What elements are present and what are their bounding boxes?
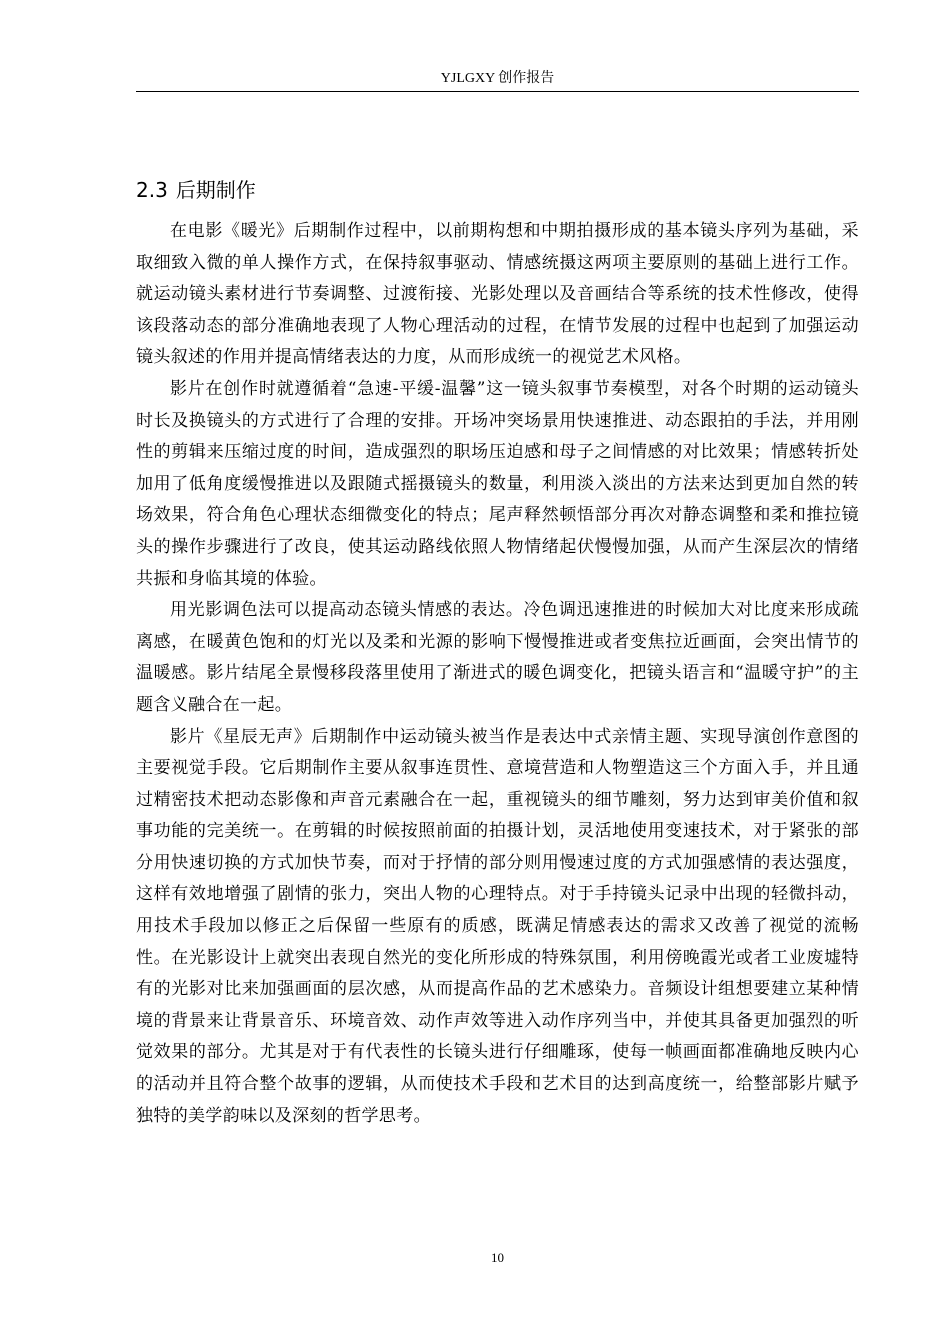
paragraph-4: 影片《星辰无声》后期制作中运动镜头被当作是表达中式亲情主题、实现导演创作意图的主要视觉手段。它后期制作主要从叙事连贯性、意境营造和人物塑造这三个方面入手，并且通过精密技术把动态影像和声音元素融合在一起，重视镜头的细节雕刻，努力达到审美价值和叙事功能的完美统一。在剪辑的时候按照前面的拍摄计划，灵活地使用变速技术，对于紧张的部分用快速切换的方式加快节奏，而对于抒情的部分则用慢速过度的方式加强感情的表达强度，这样有效地增强了剧情的张力，突出人物的心理特点。对于手持镜头记录中出现的轻微抖动，用技术手段加以修正之后保留一些原有的质感，既满足情感表达的需求又改善了视觉的流畅性。在光影设计上就突出表现自然光的变化所形成的特殊氛围，利用傍晚霞光或者工业废墟特有的光影对比来加强画面的层次感，从而提高作品的艺术感染力。音频设计组想要建立某种情境的背景来让背景音乐、环境音效、动作声效等进入动作序列当中，并使其具备更加强烈的听觉效果的部分。尤其是对于有代表性的长镜头进行仔细雕琢，使每一帧画面都准确地反映内心的活动并且符合整个故事的逻辑，从而使技术手段和艺术目的达到高度统一，给整部影片赋予独特的美学韵味以及深刻的哲学思考。 <box>136 726 859 1126</box>
paragraph-3: 用光影调色法可以提高动态镜头情感的表达。冷色调迅速推进的时候加大对比度来形成疏离感，在暖黄色饱和的灯光以及柔和光源的影响下慢慢推进或者变焦拉近画面，会突出情节的温暖感。影片结尾全景慢移段落里使用了渐进式的暖色调变化，把镜头语言和“温暖守护”的主题含义融合在一起。 <box>136 600 859 715</box>
header-rule <box>136 91 859 92</box>
paragraph-1: 在电影《暖光》后期制作过程中，以前期构想和中期拍摄形成的基本镜头序列为基础，采取细致入微的单人操作方式，在保持叙事驱动、情感统摄这两项主要原则的基础上进行工作。就运动镜头素材进行节奏调整、过渡衔接、光影处理以及音画结合等系统的技术性修改，使得该段落动态的部分准确地表现了人物心理活动的过程，在情节发展的过程中也起到了加强运动镜头叙述的作用并提高情绪表达的力度，从而形成统一的视觉艺术风格。 <box>136 221 859 368</box>
section-number: 2.3 <box>136 178 168 202</box>
page-number: 10 <box>491 1250 504 1265</box>
section-title: 后期制作 <box>175 178 256 202</box>
section-heading <box>136 176 256 204</box>
running-header: YJLGXY 创作报告 <box>440 71 555 86</box>
paragraph-2: 影片在创作时就遵循着“急速-平缓-温馨”这一镜头叙事节奏模型，对各个时期的运动镜头时长及换镜头的方式进行了合理的安排。开场冲突场景用快速推进、动态跟拍的手法，并用刚性的剪辑来压缩过度的时间，造成强烈的职场压迫感和母子之间情感的对比效果；情感转折处加用了低角度缓慢推进以及跟随式摇摄镜头的数量，利用淡入淡出的方法来达到更加自然的转场效果，符合角色心理状态细微变化的特点；尾声释然顿悟部分再次对静态调整和柔和推拉镜头的操作步骤进行了改良，使其运动路线依照人物情绪起伏慢慢加强，从而产生深层次的情绪共振和身临其境的体验。 <box>136 378 859 589</box>
body-text <box>136 216 859 1132</box>
